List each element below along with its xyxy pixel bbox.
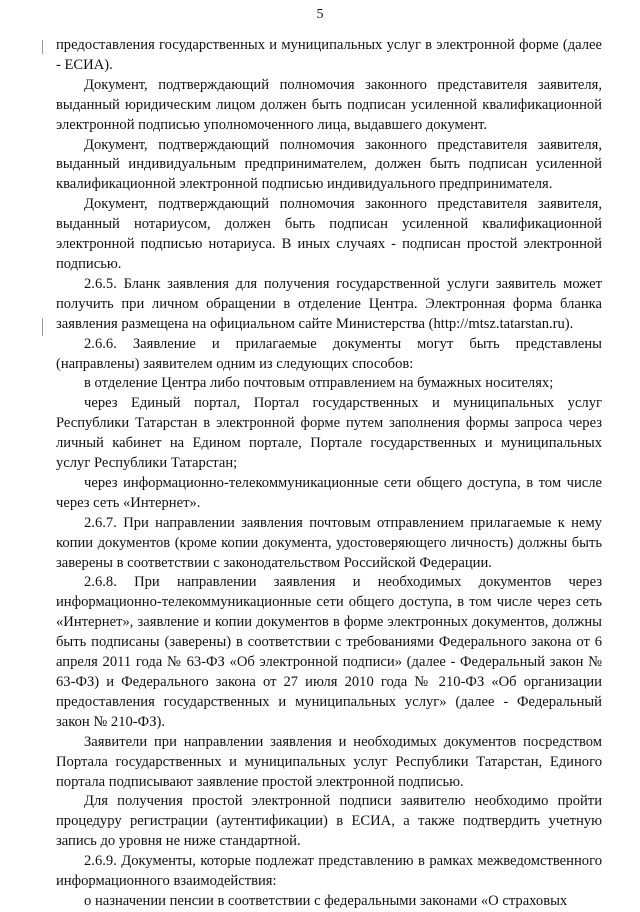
scan-artifact <box>42 318 43 336</box>
paragraph: 2.6.9. Документы, которые подлежат представлению в рамках межведомственного информационного взаимодействия: <box>56 853 602 890</box>
paragraph: через Единый портал, Портал государственных и муниципальных услуг Республики Татарстан в электронной форме путем заполнения формы запроса через личный кабинет на Едином портале, Портале государственных и муниципальных услуг Республики Татарстан; <box>56 395 602 472</box>
paragraph: 2.6.8. При направлении заявления и необходимых документов через информационно-телекоммуникационные сети общего доступа, в том числе через сеть «Интернет», заявление и копии документов в форме электронных документов, должны быть подписаны (заверены) в соответствии с требованиями Федерального закона от 6 апреля 2011 года № 63-ФЗ «Об электронной подписи» (далее - Федеральный закон № 63-ФЗ) и Федерального закона от 27 июля 2010 года № 210-ФЗ «Об организации предоставления государственных и муниципальных услуг» (далее - Федеральный закон № 210-ФЗ). <box>56 574 602 730</box>
paragraph: предоставления государственных и муниципальных услуг в электронной форме (далее - ЕСИА). <box>56 37 602 73</box>
paragraph: 2.6.5. Бланк заявления для получения государственной услуги заявитель может получить при личном обращении в отделение Центра. Электронная форма бланка заявления размещена на официальном сайте Министерства (http://mtsz.tatarstan.ru). <box>56 275 602 332</box>
paragraph: через информационно-телекоммуникационные сети общего доступа, в том числе через сеть «Интернет». <box>56 474 602 511</box>
paragraph: Документ, подтверждающий полномочия законного представителя заявителя, выданный нотариусом, должен быть подписан усиленной квалификационной электронной подписью нотариуса. В иных случаях - подписан простой электронной подписью. <box>56 196 602 272</box>
paragraph: о назначении пенсии в соответствии с федеральными законами «О страховых <box>84 892 568 909</box>
paragraph: в отделение Центра либо почтовым отправлением на бумажных носителях; <box>84 375 554 392</box>
scan-artifact <box>42 40 43 54</box>
paragraph: Документ, подтверждающий полномочия законного представителя заявителя, выданный юридическим лицом должен быть подписан усиленной квалификационной электронной подписью уполномоченного лица, выдавшего документ. <box>56 76 602 133</box>
paragraph: Заявители при направлении заявления и необходимых документов посредством Портала государственных и муниципальных услуг Республики Татарстан, Единого портала подписывают заявление простой электронной подписью. <box>56 733 602 790</box>
paragraph: 2.6.7. При направлении заявления почтовым отправлением прилагаемые к нему копии документов (кроме копии документа, удостоверяющего личность) должны быть заверены в соответствии с законодательством Российской Федерации. <box>56 514 602 571</box>
paragraph: Документ, подтверждающий полномочия законного представителя заявителя, выданный индивидуальным предпринимателем, должен быть подписан усиленной квалификационной электронной подписью индивидуального предпринимателя. <box>56 136 602 193</box>
page-number: 5 <box>316 7 324 22</box>
paragraph: Для получения простой электронной подписи заявителю необходимо пройти процедуру регистрации (аутентификации) в ЕСИА, а также подтвердить учетную запись до уровня не ниже стандартной. <box>56 793 602 850</box>
paragraph: 2.6.6. Заявление и прилагаемые документы могут быть представлены (направлены) заявителем одним из следующих способов: <box>56 335 602 372</box>
document-body <box>56 36 602 912</box>
